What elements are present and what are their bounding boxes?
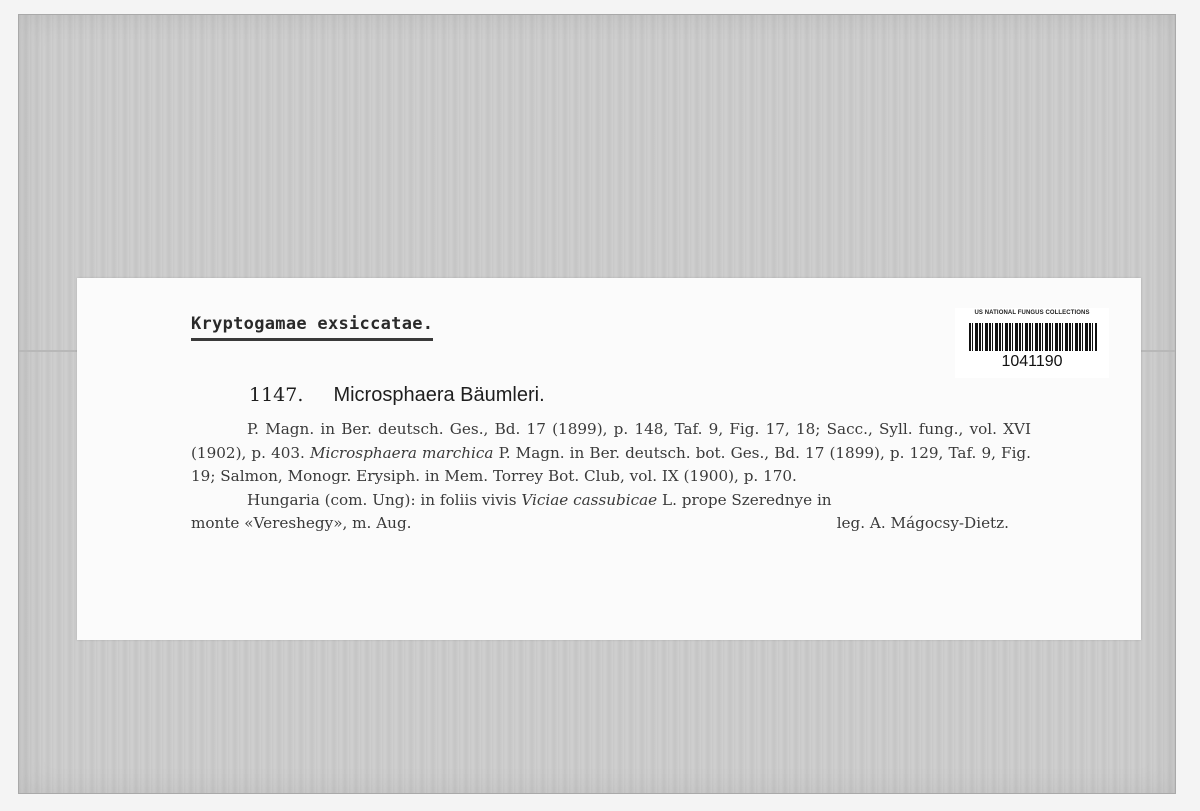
locality-end-line — [191, 512, 1031, 536]
host-name: Viciae cassubicae — [521, 490, 658, 509]
citation-part-2: P. Magn. in Ber. deutsch. bot. Ges., Bd. 17 (1899), p. 129, Taf. 9, Fig. 19; Salmon, Monogr. Erysiph. in Mem. Torrey Bot. Club, vol. IX (1900), p. 170. — [191, 443, 1031, 485]
locality-part-2: L. prope Szerednye in — [657, 490, 832, 509]
entry-number: 1147. — [249, 384, 304, 406]
locality-part-1: Hungaria (com. Ung): in foliis vivis — [247, 490, 522, 509]
locality-paragraph — [191, 489, 1031, 513]
taxon-title — [249, 384, 545, 407]
barcode-number: 1041190 — [1001, 353, 1063, 370]
taxon-name: Microsphaera Bäumleri. — [333, 384, 545, 406]
collector: leg. A. Mágocsy-Dietz. — [836, 514, 1009, 532]
specimen-label — [77, 278, 1141, 640]
citation-paragraph — [191, 418, 1031, 489]
specimen-packet — [18, 14, 1176, 794]
barcode-icon — [969, 323, 1097, 351]
series-heading: Kryptogamae exsiccatae. — [191, 314, 433, 341]
citation-part-1: P. Magn. in Ber. deutsch. Ges., Bd. 17 (1899), p. 148, Taf. 9, Fig. 17, 18; Sacc., Syll. fung., vol. XVI (1902), p. 403. — [191, 420, 1031, 462]
barcode-label — [955, 308, 1109, 378]
locality-part-3: monte «Vereshegy», m. Aug. — [191, 514, 412, 532]
barcode-caption: US NATIONAL FUNGUS COLLECTIONS — [974, 310, 1090, 316]
label-body — [191, 418, 1031, 536]
synonym-name: Microsphaera marchica — [309, 443, 494, 462]
